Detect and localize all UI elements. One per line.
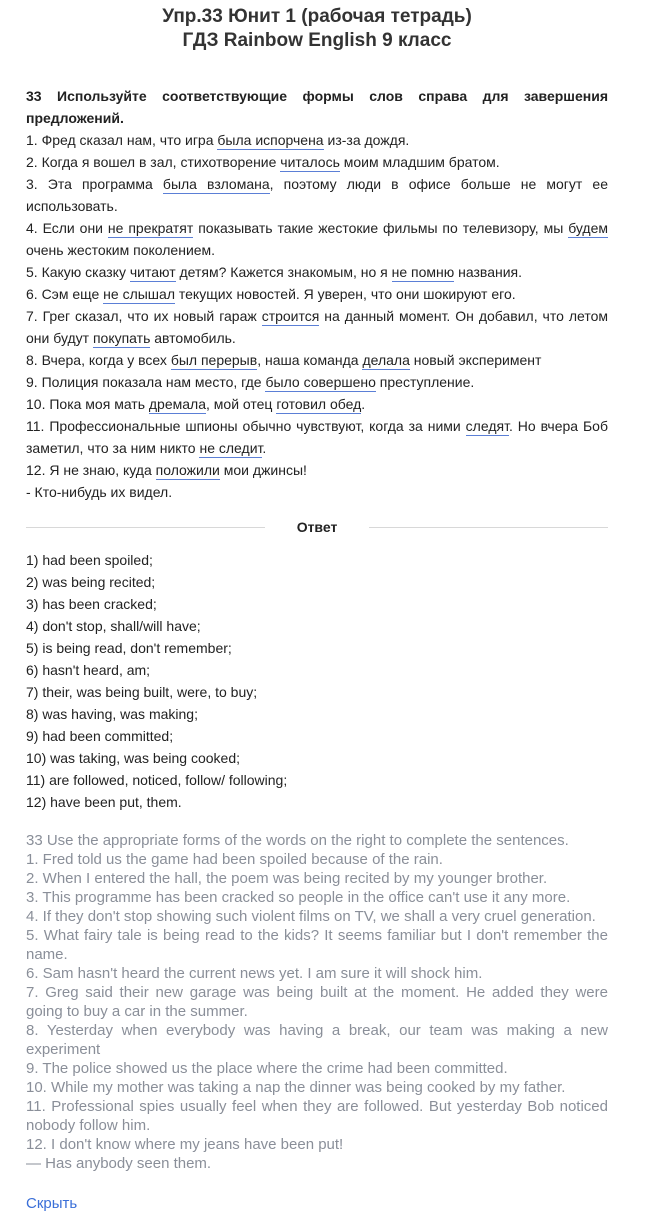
answer-label: Ответ [296, 519, 338, 535]
answer-list [26, 549, 608, 813]
answer-item: 9) had been committed; [26, 728, 174, 744]
underlined-answer: был перерыв [170, 352, 258, 368]
divider-line-left [26, 527, 265, 528]
task-sentence [26, 393, 608, 415]
underlined-answer: читалось [280, 154, 340, 170]
underlined-answer: следят [465, 418, 509, 434]
answer-item: 1) had been spoiled; [26, 552, 153, 568]
translation-line: — Has anybody seen them. [26, 1155, 212, 1172]
underlined-answer: дремала [148, 396, 206, 412]
task-heading: 33 Используйте соответствующие формы слов справа для завершения предложений. [26, 88, 608, 126]
underlined-answer: положили [155, 462, 220, 478]
task-sentence [26, 283, 608, 305]
sentence-text: , наша команда [257, 352, 363, 368]
sentence-text: 10. Пока моя мать [26, 396, 149, 412]
translation-line: 9. The police showed us the place where the crime had been committed. [26, 1060, 508, 1077]
task-sentence [26, 129, 608, 151]
task-sentence [26, 459, 608, 481]
sentence-text: названия. [454, 264, 523, 280]
page-title-line-1: Упр.33 Юнит 1 (рабочая тетрадь) [162, 6, 472, 27]
exercise-page [0, 5, 657, 1213]
answer-item: 12) have been put, them. [26, 794, 182, 810]
answer-item: 2) was being recited; [26, 574, 156, 590]
translation-line: 7. Greg said their new garage was being built at the moment. He added they were going to buy a car in the summer. [26, 984, 608, 1020]
task-sentence [26, 151, 608, 173]
answer-item: 5) is being read, don't remember; [26, 640, 232, 656]
underlined-answer: покупать [92, 330, 151, 346]
task-sentence [26, 305, 608, 349]
answer-divider [26, 519, 608, 535]
translation-line: 4. If they don't stop showing such violent films on TV, we shall a very cruel generation. [26, 908, 596, 925]
task-sentences [26, 129, 608, 503]
answer-item: 4) don't stop, shall/will have; [26, 618, 201, 634]
answer-item: 6) hasn't heard, am; [26, 662, 151, 678]
sentence-text: преступление. [375, 374, 475, 390]
translation-line: 11. Professional spies usually feel when they are followed. But yesterday Bob noticed nobody follow him. [26, 1098, 608, 1134]
divider-line-right [369, 527, 608, 528]
translation-line: 33 Use the appropriate forms of the words on the right to complete the sentences. [26, 832, 569, 849]
task-sentence [26, 261, 608, 283]
underlined-answer: была взломана [162, 176, 270, 192]
sentence-text: 6. Сэм еще [26, 286, 104, 302]
sentence-text: 3. Эта программа [26, 176, 163, 192]
translation-line: 10. While my mother was taking a nap the dinner was being cooked by my father. [26, 1079, 566, 1096]
sentence-text: текущих новостей. Я уверен, что они шокируют его. [175, 286, 516, 302]
sentence-text: моим младшим братом. [339, 154, 500, 170]
task-sentence [26, 371, 608, 393]
answer-item: 8) was having, was making; [26, 706, 198, 722]
underlined-answer: делала [362, 352, 410, 368]
translation-line: 8. Yesterday when everybody was having a break, our team was making a new experiment [26, 1022, 608, 1058]
task-sentence [26, 173, 608, 217]
answer-item: 7) their, was being built, were, to buy; [26, 684, 258, 700]
sentence-text: 8. Вчера, когда у всех [26, 352, 171, 368]
answer-item: 11) are followed, noticed, follow/ following; [26, 772, 288, 788]
translation-line: 12. I don't know where my jeans have been put! [26, 1136, 344, 1153]
task-sentence [26, 349, 608, 371]
sentence-text: , поэтому люди в офисе больше не могут ее использовать. [26, 176, 608, 214]
task-sentence [26, 415, 608, 459]
sentence-text: , мой отец [206, 396, 277, 412]
underlined-answer: не помню [391, 264, 455, 280]
sentence-text: - Кто-нибудь их видел. [26, 484, 173, 500]
underlined-answer: строится [261, 308, 320, 324]
underlined-answer: будем [568, 220, 609, 236]
translation-line: 1. Fred told us the game had been spoiled because of the rain. [26, 851, 443, 868]
translation-line: 5. What fairy tale is being read to the kids? It seems familiar but I don't remember the name. [26, 927, 608, 963]
underlined-answer: была испорчена [217, 132, 324, 148]
sentence-text: 11. Профессиональные шпионы обычно чувствуют, когда за ними [26, 418, 466, 434]
sentence-text: новый эксперимент [409, 352, 542, 368]
sentence-text: 7. Грег сказал, что их новый гараж [26, 308, 262, 324]
answer-item: 3) has been cracked; [26, 596, 157, 612]
page-title [26, 5, 608, 53]
underlined-answer: не слышал [103, 286, 175, 302]
hide-link[interactable]: Скрыть [26, 1195, 78, 1212]
sentence-text: 12. Я не знаю, куда [26, 462, 156, 478]
translation-line: 6. Sam hasn't heard the current news yet. I am sure it will shock him. [26, 965, 483, 982]
sentence-text: очень жестоким поколением. [26, 242, 216, 258]
sentence-text: показывать такие жестокие фильмы по телевизору, мы [193, 220, 569, 236]
page-title-line-2: ГДЗ Rainbow English 9 класс [182, 30, 452, 51]
sentence-text: мои джинсы! [219, 462, 307, 478]
sentence-text: детям? Кажется знакомым, но я [175, 264, 392, 280]
translation-line: 2. When I entered the hall, the poem was being recited by my younger brother. [26, 870, 548, 887]
sentence-text: 9. Полиция показала нам место, где [26, 374, 266, 390]
sentence-text: 4. Если они [26, 220, 108, 236]
sentence-text: из-за дождя. [323, 132, 410, 148]
sentence-text: . [361, 396, 366, 412]
sentence-text: . [262, 440, 267, 456]
english-translation [26, 831, 608, 1173]
sentence-text: на данный момент. Он добавил, что летом они будут [26, 308, 609, 346]
sentence-text: автомобиль. [150, 330, 236, 346]
task-sentence [26, 217, 608, 261]
underlined-answer: не прекратят [107, 220, 194, 236]
underlined-answer: готовил обед [276, 396, 362, 412]
answer-item: 10) was taking, was being cooked; [26, 750, 241, 766]
underlined-answer: не следит [199, 440, 263, 456]
translation-line: 3. This programme has been cracked so people in the office can't use it any more. [26, 889, 571, 906]
underlined-answer: было совершено [265, 374, 376, 390]
sentence-text: 2. Когда я вошел в зал, стихотворение [26, 154, 281, 170]
underlined-answer: читают [129, 264, 176, 280]
task-sentence [26, 481, 608, 503]
sentence-text: . Но вчера Боб заметил, что за ним никто [26, 418, 608, 456]
sentence-text: 1. Фред сказал нам, что игра [26, 132, 218, 148]
sentence-text: 5. Какую сказку [26, 264, 130, 280]
